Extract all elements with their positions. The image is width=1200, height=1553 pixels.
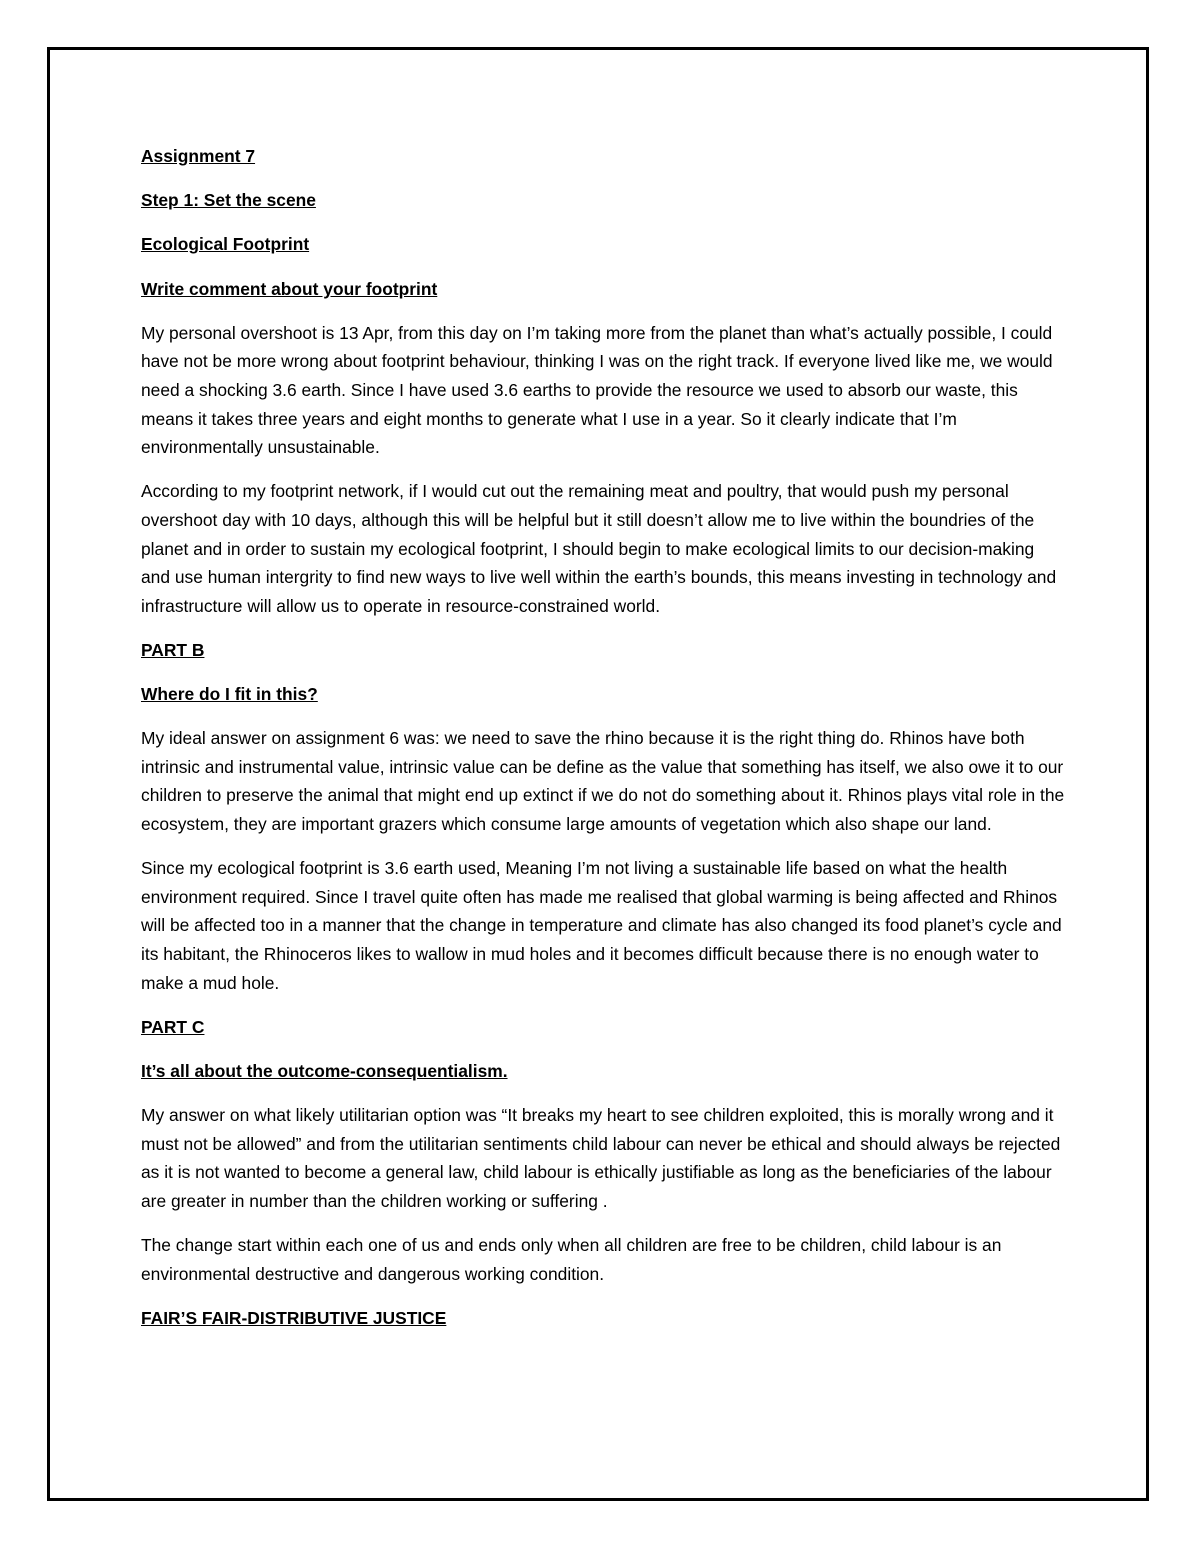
distributive-justice-heading: FAIR’S FAIR-DISTRIBUTIVE JUSTICE — [141, 1307, 447, 1328]
part-c-paragraph-1: My answer on what likely utilitarian option was “It breaks my heart to see children exploited, this is morally wrong and it must not be allowed” and from the utilitarian sentiments child labour can never be ethical and should always be rejected as it is not wanted to become a general law, child labour is ethically justifiable as long as the beneficiaries of the labour are greater in number than the children working or suffering . — [141, 1105, 1061, 1211]
footprint-comment-heading: Write comment about your footprint — [141, 278, 438, 299]
footprint-paragraph-2: According to my footprint network, if I would cut out the remaining meat and poultry, that would push my personal overshoot day with 10 days, although this will be helpful but it still doesn’t allow me to live within the boundries of the planet and in order to sustain my ecological footprint, I should begin to make ecological limits to our decision-making and use human intergrity to find new ways to live well within the earth’s bounds, this means investing in technology and infrastructure will allow us to operate in resource-constrained world. — [141, 481, 1057, 616]
step-1-heading: Step 1: Set the scene — [141, 190, 316, 211]
document-body — [141, 142, 1066, 1348]
where-do-i-fit-heading: Where do I fit in this? — [141, 684, 318, 705]
footprint-paragraph-1: My personal overshoot is 13 Apr, from this day on I’m taking more from the planet than what’s actually possible, I could have not be more wrong about footprint behaviour, thinking I was on the right track. If everyone lived like me, we would need a shocking 3.6 earth. Since I have used 3.6 earths to provide the resource we used to absorb our waste, this means it takes three years and eight months to generate what I use in a year. So it clearly indicate that I’m environmentally unsustainable. — [141, 322, 1053, 458]
ecological-footprint-heading: Ecological Footprint — [141, 234, 310, 255]
part-b-heading: PART B — [141, 639, 205, 660]
consequentialism-heading: It’s all about the outcome-consequentialism. — [141, 1060, 508, 1081]
part-b-paragraph-2: Since my ecological footprint is 3.6 earth used, Meaning I’m not living a sustainable life based on what the health environment required. Since I travel quite often has made me realised that global warming is being affected and Rhinos will be affected too in a manner that the change in temperature and climate has also changed its food planet’s cycle and its habitant, the Rhinoceros likes to wallow in mud holes and it becomes difficult because there is no enough water to make a mud hole. — [141, 858, 1062, 993]
part-c-heading: PART C — [141, 1016, 205, 1037]
assignment-title: Assignment 7 — [141, 146, 256, 166]
part-b-paragraph-1: My ideal answer on assignment 6 was: we need to save the rhino because it is the right thing do. Rhinos have both intrinsic and instrumental value, intrinsic value can be define as the value that something has itself, we also owe it to our children to preserve the animal that might end up extinct if we do not do something about it. Rhinos plays vital role in the ecosystem, they are important grazers which consume large amounts of vegetation which also shape our land. — [141, 728, 1065, 835]
part-c-paragraph-2: The change start within each one of us and ends only when all children are free to be children, child labour is an environmental destructive and dangerous working condition. — [141, 1235, 1002, 1284]
